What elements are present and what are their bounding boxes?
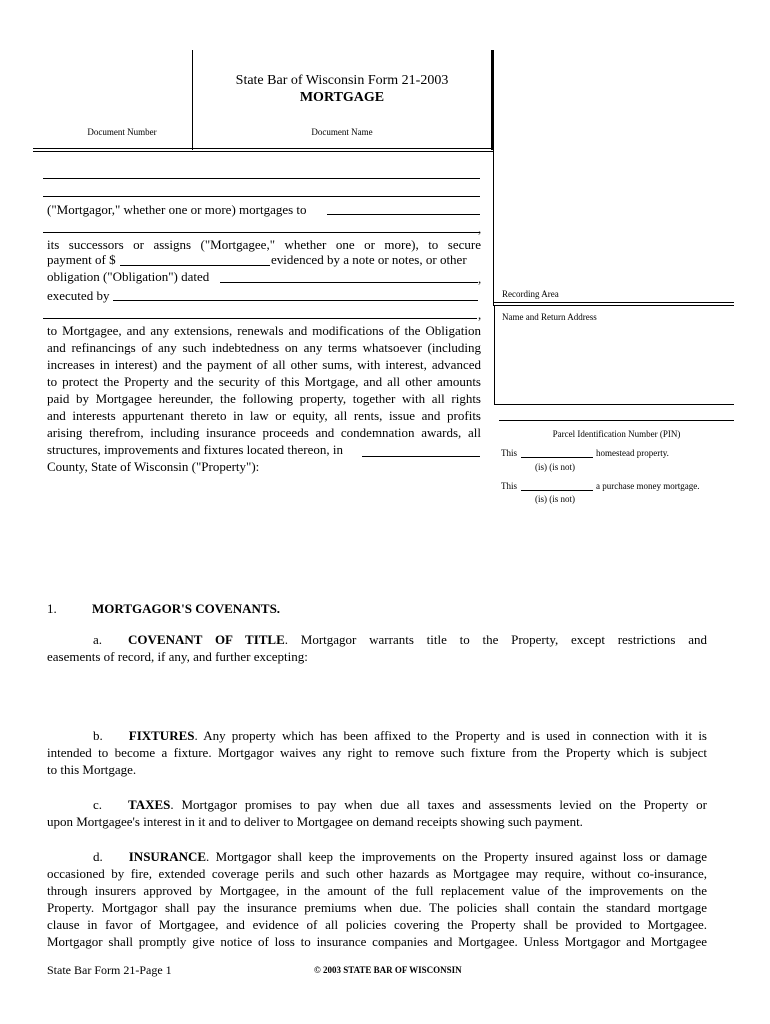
payment-amount-field[interactable]	[120, 265, 270, 266]
mortgagor-line: ("Mortgagor," whether one or more) mortgages to	[47, 202, 307, 217]
paragraph-line: to protect the Property and the security of this Mortgage, and all other amounts	[47, 374, 481, 389]
return-box-left	[494, 305, 495, 405]
is-not-label-1: (is) (is not)	[535, 462, 575, 472]
obligation-prefix: obligation ("Obligation") dated	[47, 269, 210, 284]
this-label-2: This	[501, 481, 518, 491]
covenant-d	[47, 848, 707, 950]
section-1-title: MORTGAGOR'S COVENANTS.	[92, 601, 281, 616]
return-box-bottom	[494, 404, 734, 405]
covenant-a	[47, 631, 707, 665]
obligation-paragraph	[47, 322, 481, 441]
pin-field[interactable]	[499, 420, 734, 421]
right-column-vline	[493, 150, 494, 305]
footer-page-label: State Bar Form 21-Page 1	[47, 963, 172, 977]
recording-area-label: Recording Area	[502, 289, 559, 299]
covenant-d-line: Property. Mortgagor shall pay the insurance premiums when due. The policies shall contain the standard mortgage	[47, 900, 707, 915]
header-hline-double1	[33, 148, 493, 149]
header-hline-double2	[33, 151, 493, 152]
successors-line: its successors or assigns ("Mortgagee," whether one or more), to secure	[47, 237, 481, 252]
blank-line-2[interactable]	[43, 196, 480, 197]
covenant-b	[47, 727, 707, 778]
name-return-label: Name and Return Address	[502, 312, 597, 322]
purchase-money-field[interactable]	[521, 490, 593, 491]
footer-copyright: © 2003 STATE BAR OF WISCONSIN	[314, 965, 462, 975]
structures-line: structures, improvements and fixtures located thereon, in	[47, 442, 344, 457]
payment-prefix: payment of $	[47, 252, 116, 267]
covenant-b-line3: to this Mortgage.	[47, 762, 137, 777]
document-title: MORTGAGE	[299, 90, 385, 105]
county-line: County, State of Wisconsin ("Property"):	[47, 459, 260, 474]
document-name-label: Document Name	[311, 127, 373, 137]
executed-by-label: executed by	[47, 288, 110, 303]
this-label-1: This	[501, 448, 518, 458]
comma-1: ,	[478, 221, 482, 236]
covenant-b-text: . Any property which has been affixed to the Property and is used in connection with it is	[194, 728, 707, 743]
item-letter-c: c.	[93, 797, 103, 812]
covenant-d-text: . Mortgagor shall keep the improvements on the Property insured against loss or damage	[206, 849, 707, 864]
covenant-a-text: . Mortgagor warrants title to the Property, except restrictions and	[284, 632, 707, 647]
paragraph-line: paid by Mortgagee hereunder, the following property, together with all rights	[47, 391, 481, 406]
covenant-of-title-heading: COVENANT OF TITLE	[128, 632, 285, 647]
mortgagee-name-field[interactable]	[327, 214, 480, 215]
blank-line-4[interactable]	[43, 318, 477, 319]
obligation-date-field[interactable]	[220, 282, 478, 283]
taxes-heading: TAXES	[128, 797, 171, 812]
item-letter-a: a.	[93, 632, 103, 647]
paragraph-line: and refinancings of any such indebtedness on any terms whatsoever (including	[47, 340, 481, 355]
purchase-money-label: a purchase money mortgage.	[596, 481, 700, 491]
pin-label: Parcel Identification Number (PIN)	[552, 429, 681, 439]
comma-3: ,	[478, 307, 482, 322]
paragraph-line: increases in interest) and the payment of all other sums, with interest, advanced	[47, 357, 481, 372]
covenant-d-line: Mortgagor shall promptly give notice of loss to insurance companies and Mortgagee. Unless Mortgagor and Mortgagee	[47, 934, 707, 949]
covenant-c-text: . Mortgagor promises to pay when due all taxes and assessments levied on the Property or	[170, 797, 707, 812]
document-number-label: Document Number	[87, 127, 157, 137]
section-1-number: 1.	[47, 601, 57, 616]
blank-line-1[interactable]	[43, 178, 480, 179]
blank-line-3[interactable]	[43, 232, 480, 233]
form-title: State Bar of Wisconsin Form 21-2003	[235, 73, 449, 88]
paragraph-line: and interests appurtenant thereto in law or equity, all rents, issue and profits	[47, 408, 481, 423]
right-hline-double2	[493, 305, 734, 306]
paragraph-line: arising therefrom, including insurance proceeds and condemnation awards, all	[47, 425, 481, 440]
item-letter-b: b.	[93, 728, 103, 743]
fixtures-heading: FIXTURES	[128, 728, 195, 743]
county-field[interactable]	[362, 456, 480, 457]
is-not-label-2: (is) (is not)	[535, 494, 575, 504]
homestead-label: homestead property.	[596, 448, 669, 458]
covenant-c	[47, 796, 707, 830]
comma-2: ,	[478, 271, 482, 286]
payment-suffix: evidenced by a note or notes, or other	[271, 252, 467, 267]
paragraph-line: to Mortgagee, and any extensions, renewals and modifications of the Obligation	[47, 323, 481, 338]
homestead-field[interactable]	[521, 457, 593, 458]
item-letter-d: d.	[93, 849, 103, 864]
covenant-d-line: clause in favor of Mortgagee, and evidence of all policies covering the Property shall be provided to Mortgagee.	[47, 917, 707, 932]
covenant-a-line2: easements of record, if any, and further excepting:	[47, 649, 308, 664]
right-hline-double1	[493, 302, 734, 303]
executed-by-field[interactable]	[113, 300, 478, 301]
insurance-heading: INSURANCE	[128, 849, 207, 864]
covenant-b-line2: intended to become a fixture. Mortgagor waives any right to remove such fixture from the Property which is subject	[47, 745, 707, 760]
covenant-d-line: through insurers approved by Mortgagee, in the amount of the full replacement value of the improvements on the	[47, 883, 707, 898]
covenant-c-line2: upon Mortgagee's interest in it and to deliver to Mortgagee on demand receipts showing such payment.	[47, 814, 583, 829]
covenant-d-line: occasioned by fire, extended coverage perils and such other hazards as Mortgagee may require, without co-insurance,	[47, 866, 707, 881]
